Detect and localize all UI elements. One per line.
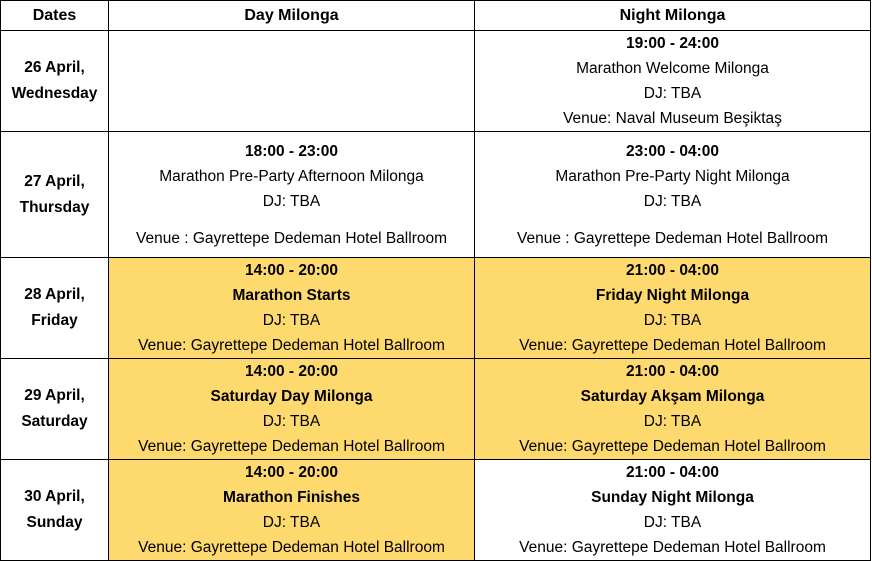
event-dj: DJ: TBA	[262, 514, 321, 531]
event-title: Friday Night Milonga	[595, 287, 750, 304]
date-day: 26 April,	[24, 59, 85, 76]
event-title: Marathon Pre-Party Night Milonga	[555, 167, 790, 185]
event-venue: Venue: Gayrettepe Dedeman Hotel Ballroom	[138, 539, 445, 556]
table-row	[1, 31, 871, 132]
date-day: 30 April,	[24, 488, 85, 505]
event-dj: DJ: TBA	[643, 312, 702, 329]
event-dj: DJ: TBA	[262, 192, 321, 210]
day-milonga-cell	[109, 460, 475, 561]
event-dj: DJ: TBA	[643, 192, 702, 210]
event-time: 14:00 - 20:00	[244, 363, 339, 380]
day-milonga-cell-empty	[109, 31, 475, 132]
night-milonga-cell	[475, 132, 871, 258]
event-title: Saturday Akşam Milonga	[580, 388, 765, 405]
night-milonga-cell	[475, 31, 871, 132]
event-title: Marathon Finishes	[223, 489, 360, 506]
event-title: Marathon Welcome Milonga	[576, 60, 769, 77]
date-weekday: Sunday	[26, 514, 83, 531]
event-time: 19:00 - 24:00	[625, 35, 720, 52]
date-cell	[1, 359, 109, 460]
date-weekday: Wednesday	[11, 85, 98, 102]
date-weekday: Friday	[31, 312, 78, 329]
table-row	[1, 132, 871, 258]
night-milonga-cell	[475, 258, 871, 359]
event-venue: Venue : Gayrettepe Dedeman Hotel Ballroom	[135, 229, 448, 247]
event-title: Saturday Day Milonga	[210, 388, 373, 405]
event-dj: DJ: TBA	[262, 312, 321, 329]
header-dates: Dates	[1, 1, 109, 31]
event-venue: Venue: Gayrettepe Dedeman Hotel Ballroom	[519, 539, 826, 556]
night-milonga-cell	[475, 460, 871, 561]
table-row	[1, 359, 871, 460]
date-weekday: Thursday	[19, 198, 90, 216]
event-venue: Venue: Gayrettepe Dedeman Hotel Ballroom	[519, 337, 826, 354]
date-day: 27 April,	[24, 172, 85, 190]
event-dj: DJ: TBA	[643, 514, 702, 531]
table-row	[1, 258, 871, 359]
event-venue: Venue: Gayrettepe Dedeman Hotel Ballroom	[138, 438, 445, 455]
event-time: 14:00 - 20:00	[244, 464, 339, 481]
event-venue: Venue: Naval Museum Beşiktaş	[563, 110, 782, 127]
header-night-milonga: Night Milonga	[475, 1, 871, 31]
event-venue: Venue: Gayrettepe Dedeman Hotel Ballroom	[138, 337, 445, 354]
date-weekday: Saturday	[21, 413, 88, 430]
event-time: 21:00 - 04:00	[625, 464, 720, 481]
header-day-milonga: Day Milonga	[109, 1, 475, 31]
day-milonga-cell	[109, 132, 475, 258]
event-dj: DJ: TBA	[262, 413, 321, 430]
date-cell	[1, 258, 109, 359]
date-cell	[1, 460, 109, 561]
spacer	[109, 214, 474, 226]
date-cell	[1, 31, 109, 132]
event-venue: Venue: Gayrettepe Dedeman Hotel Ballroom	[519, 438, 826, 455]
header-row	[1, 1, 871, 31]
date-cell	[1, 132, 109, 258]
event-title: Marathon Starts	[232, 287, 351, 304]
event-dj: DJ: TBA	[643, 85, 702, 102]
event-time: 18:00 - 23:00	[244, 142, 339, 160]
event-time: 21:00 - 04:00	[625, 262, 720, 279]
day-milonga-cell	[109, 359, 475, 460]
day-milonga-cell	[109, 258, 475, 359]
event-time: 14:00 - 20:00	[244, 262, 339, 279]
night-milonga-cell	[475, 359, 871, 460]
event-dj: DJ: TBA	[643, 413, 702, 430]
spacer	[475, 214, 870, 226]
event-title: Sunday Night Milonga	[591, 489, 754, 506]
event-time: 23:00 - 04:00	[625, 142, 720, 160]
event-time: 21:00 - 04:00	[625, 363, 720, 380]
date-day: 28 April,	[24, 286, 85, 303]
event-title: Marathon Pre-Party Afternoon Milonga	[159, 167, 424, 185]
date-day: 29 April,	[24, 387, 85, 404]
table-row	[1, 460, 871, 561]
event-venue: Venue : Gayrettepe Dedeman Hotel Ballroom	[516, 229, 829, 247]
